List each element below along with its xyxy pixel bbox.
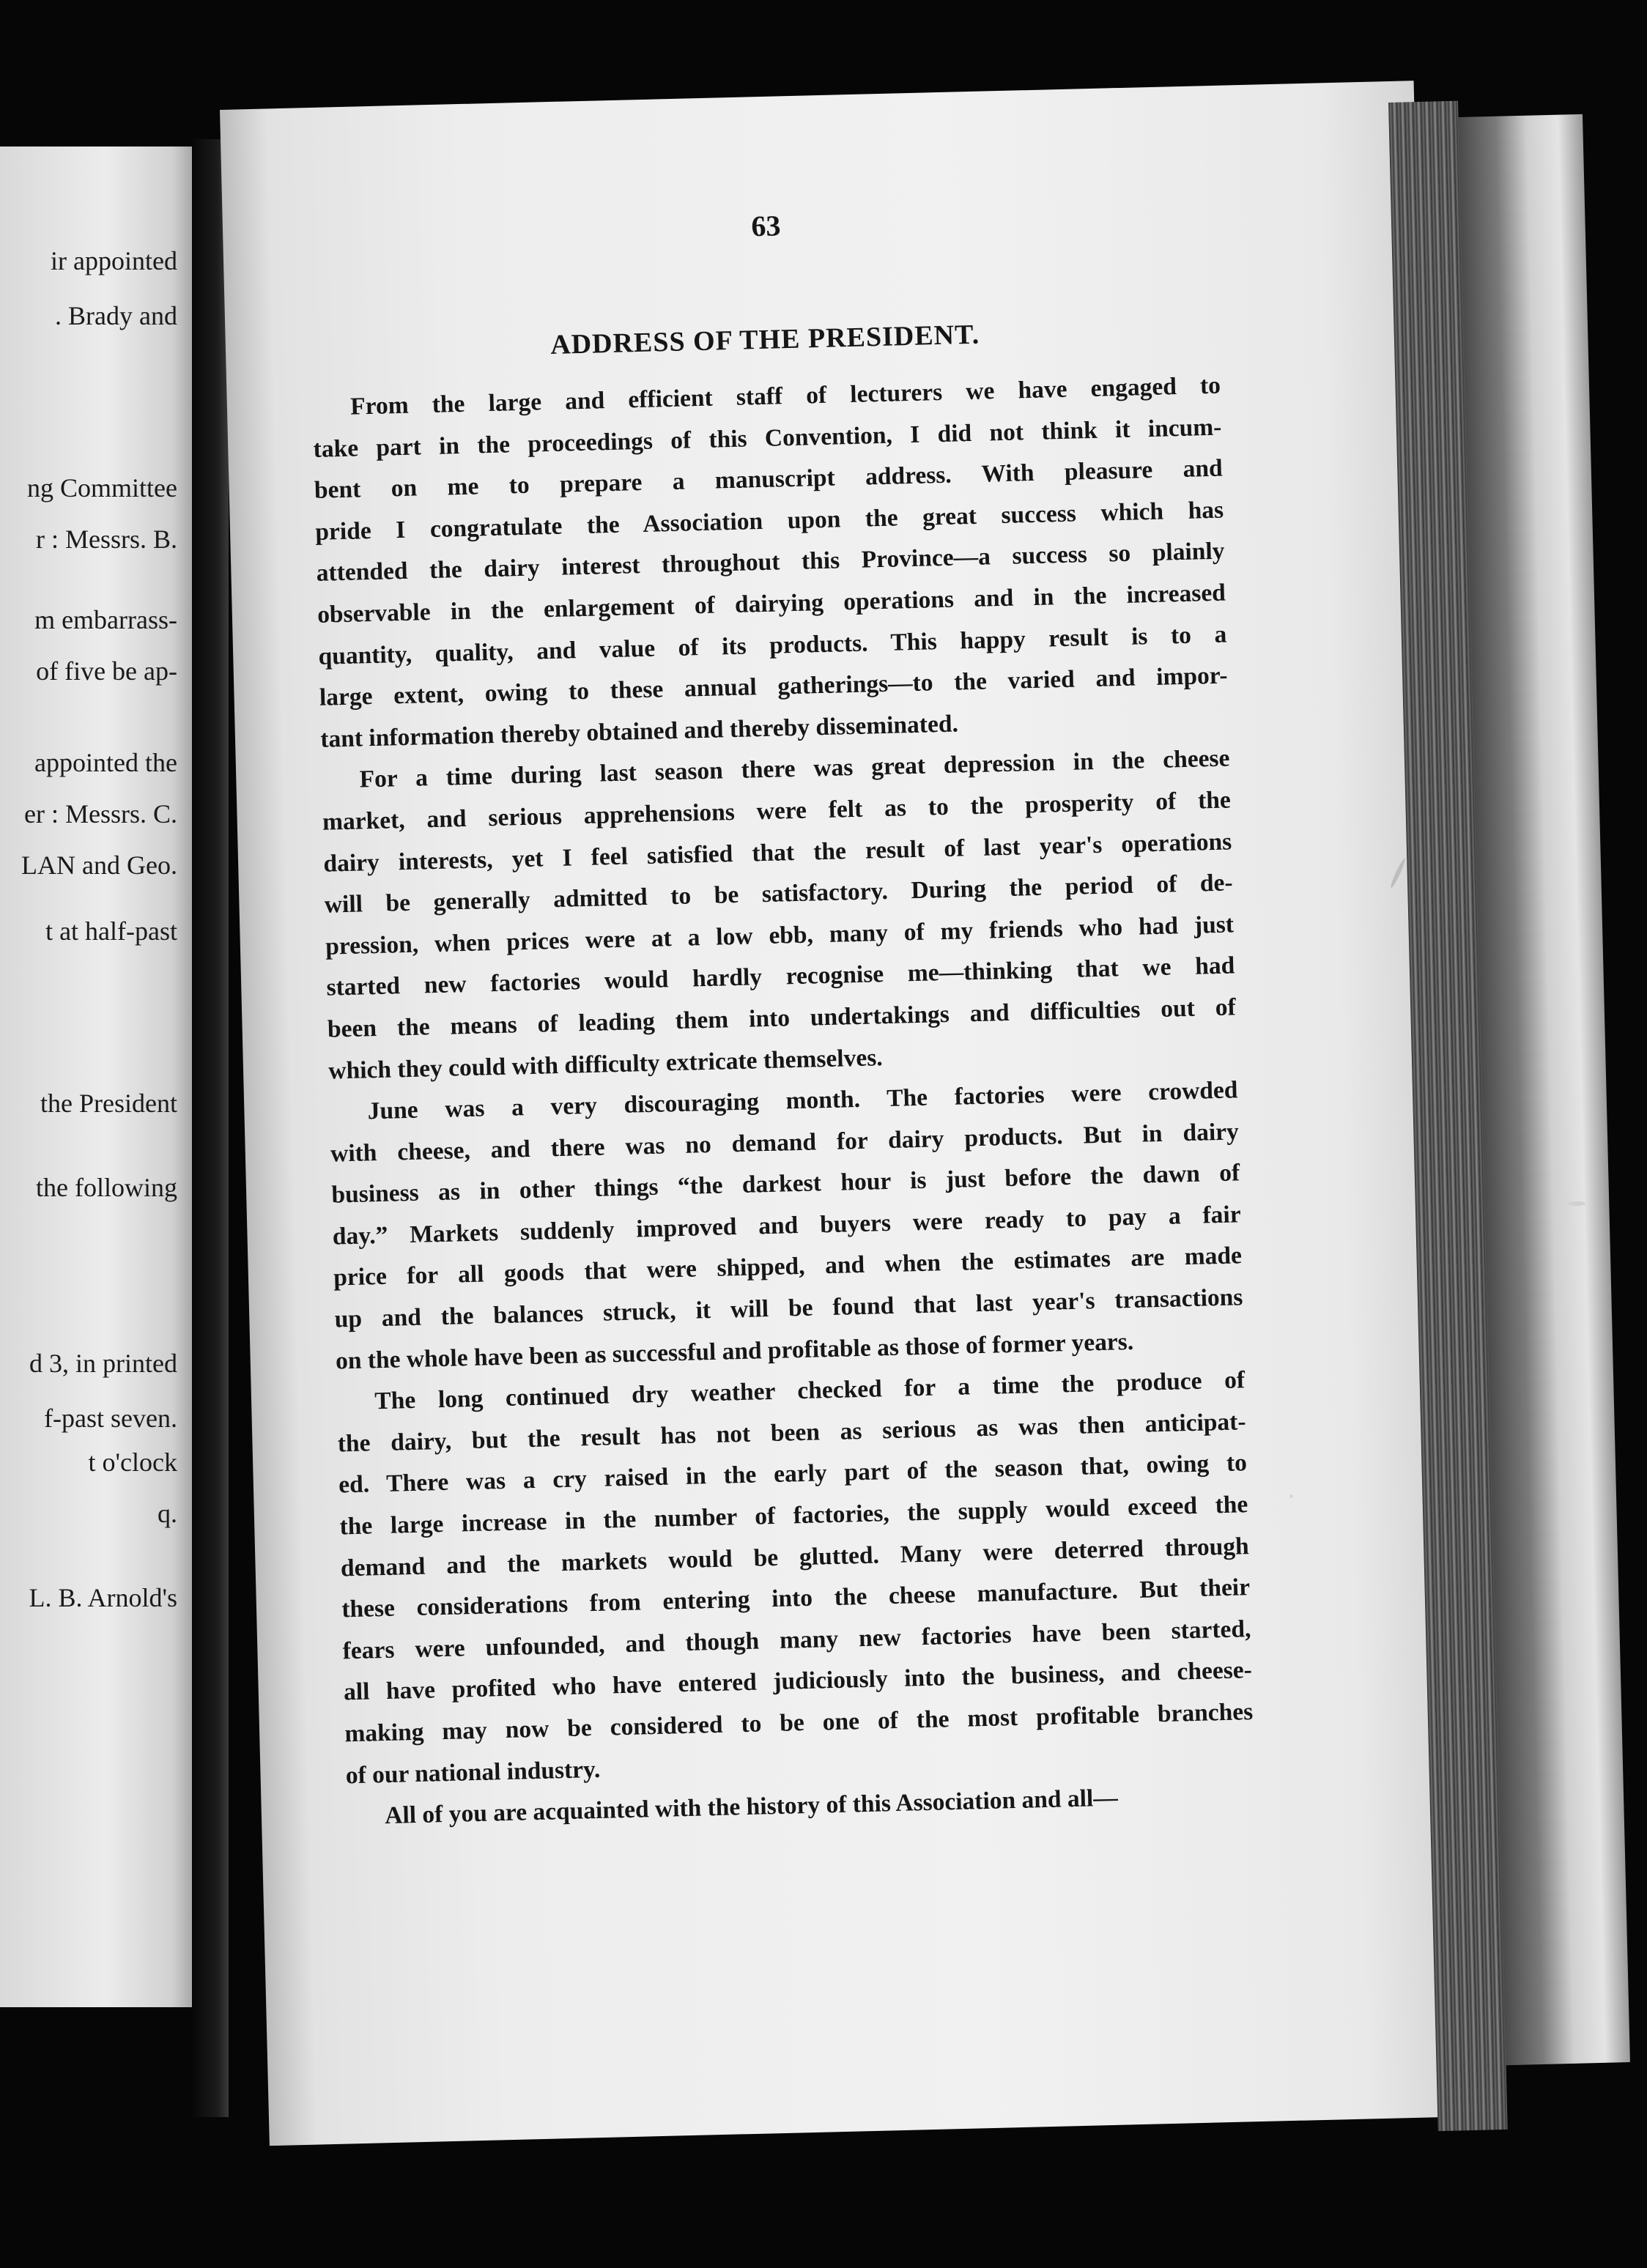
address-line: all have profited who have entered judiciously into the business, and cheese-: [343, 1656, 1253, 1706]
address-line: fears were unfounded, and though many new factories have been started,: [342, 1615, 1251, 1665]
address-line: price for all goods that were shipped, and when the estimates are made: [333, 1242, 1243, 1292]
left-page-line: ir appointed: [51, 246, 177, 275]
address-line: making may now be considered to be one of the most profitable branches: [344, 1698, 1254, 1748]
address-line: June was a very discouraging month. The factories were crowded: [367, 1076, 1238, 1125]
paper-speck: [1289, 1494, 1293, 1498]
left-page-line: LAN and Geo.: [21, 850, 177, 880]
address-line: will be generally admitted to be satisfactory. During the period of de-: [324, 869, 1233, 919]
address-heading: ADDRESS OF THE PRESIDENT.: [549, 319, 980, 360]
address-line: dairy interests, yet I feel satisfied that the result of last year's operations: [323, 827, 1232, 878]
address-line: demand and the markets would be glutted. Many were deterred through: [340, 1532, 1250, 1582]
left-page-line: er : Messrs. C.: [24, 799, 177, 829]
left-page-line: of five be ap-: [36, 656, 177, 686]
address-line: From the large and efficient staff of lecturers we have engaged to: [349, 371, 1221, 420]
address-line: attended the dairy interest throughout this Province—a success so plainly: [316, 537, 1225, 588]
address-line: bent on me to prepare a manuscript address. With pleasure and: [314, 454, 1224, 505]
address-line: with cheese, and there was no demand for dairy products. But in dairy: [330, 1118, 1240, 1168]
left-page-line: L. B. Arnold's: [29, 1583, 177, 1612]
address-line: pression, when prices were at a low ebb, many of my friends who had just: [325, 911, 1235, 960]
left-page-line: t o'clock: [88, 1448, 177, 1477]
book-gutter: [192, 139, 229, 2117]
address-line: observable in the enlargement of dairying operations and in the increased: [317, 579, 1226, 629]
left-page-line: the President: [40, 1089, 177, 1118]
address-line: For a time during last season there was great depression in the cheese: [359, 744, 1230, 793]
address-line: large extent, owing to these annual gatherings—to the varied and impor-: [319, 662, 1229, 711]
address-body: [312, 366, 1256, 1838]
left-page-line: ng Committee: [27, 473, 177, 503]
address-line: which they could with difficulty extricate themselves.: [327, 1043, 884, 1085]
address-line: take part in the proceedings of this Convention, I did not think it incum-: [313, 413, 1222, 463]
address-line: pride I congratulate the Association upon the great success which has: [314, 496, 1224, 546]
address-line: ed. There was a cry raised in the early part of the season that, owing to: [338, 1449, 1248, 1499]
address-line: day.” Markets suddenly improved and buyers were ready to pay a fair: [332, 1201, 1242, 1250]
address-line: the large increase in the number of factories, the supply would exceed the: [339, 1491, 1248, 1541]
left-page: [0, 147, 192, 2007]
left-page-line: the following: [36, 1173, 177, 1202]
left-page-line: f-past seven.: [44, 1404, 177, 1433]
address-line: up and the balances struck, it will be found that last year's transactions: [334, 1283, 1243, 1333]
address-line: on the whole have been as successful and profitable as those of former years.: [335, 1327, 1134, 1375]
address-line: started new factories would hardly recognise me—thinking that we had: [326, 952, 1235, 1001]
address-line: of our national industry.: [345, 1755, 601, 1789]
address-line: The long continued dry weather checked for a time the produce of: [374, 1366, 1246, 1415]
address-line: business as in other things “the darkest hour is just before the dawn of: [331, 1159, 1240, 1209]
address-line: been the means of leading them into undertakings and difficulties out of: [327, 993, 1237, 1043]
left-page-line: d 3, in printed: [29, 1349, 177, 1378]
paper-speck: [1568, 1201, 1585, 1206]
address-line: quantity, quality, and value of its products. This happy result is to a: [318, 620, 1227, 670]
left-page-line: appointed the: [34, 748, 177, 777]
page-number: 63: [750, 209, 781, 243]
left-page-text: [0, 147, 192, 2007]
address-line: market, and serious apprehensions were felt as to the prosperity of the: [322, 786, 1232, 836]
right-page-text: [308, 198, 1256, 1838]
left-page-line: . Brady and: [55, 301, 177, 330]
left-page-line: t at half-past: [45, 916, 177, 946]
address-line: tant information thereby obtained and thereby disseminated.: [319, 710, 959, 753]
left-page-line: r : Messrs. B.: [35, 525, 177, 554]
address-line: these considerations from entering into the cheese manufacture. But their: [341, 1574, 1251, 1623]
left-page-line: q.: [158, 1499, 177, 1528]
address-line: All of you are acquainted with the history of this Association and all—: [384, 1784, 1119, 1830]
left-page-line: m embarrass-: [34, 605, 177, 634]
address-line: the dairy, but the result has not been as serious as was then anticipat-: [337, 1408, 1246, 1458]
